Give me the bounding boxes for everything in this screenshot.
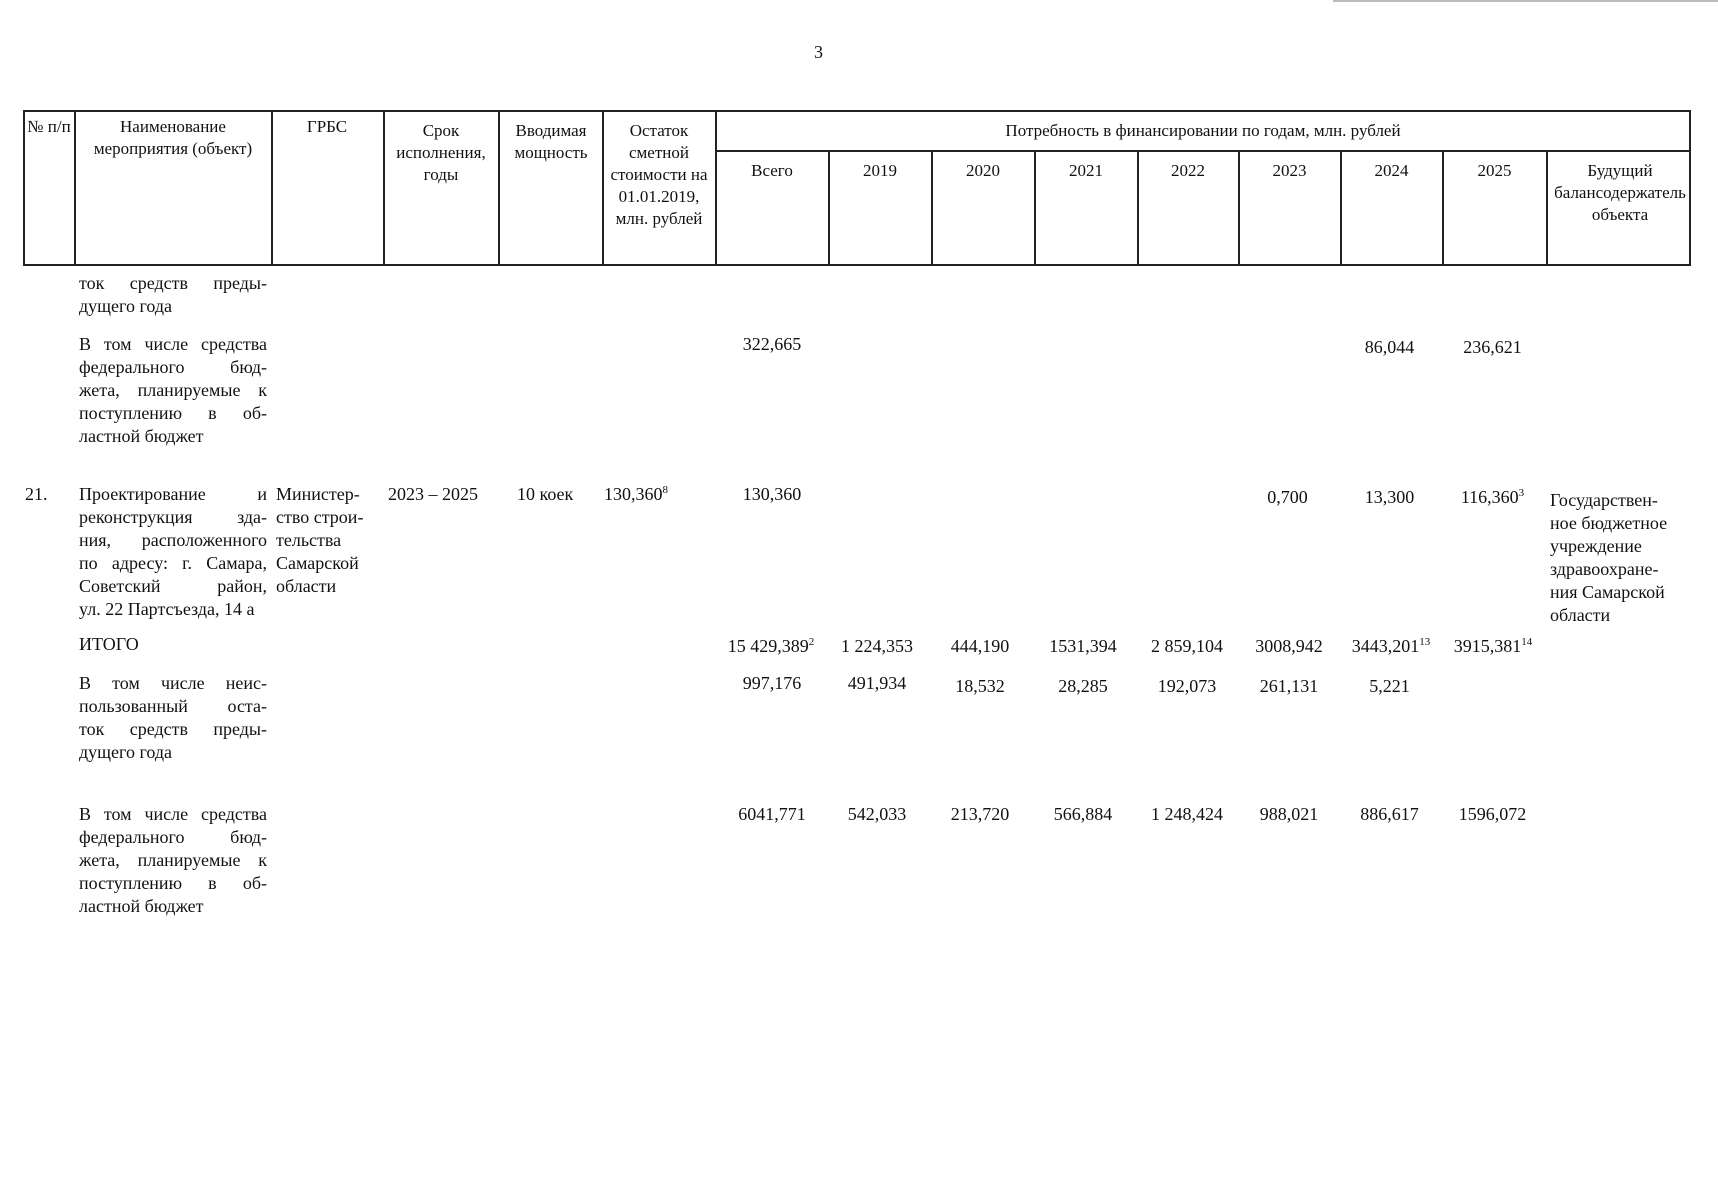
federal-2-2023: 988,021 (1259, 804, 1319, 824)
row-21-term: 2023 – 2025 (388, 484, 478, 504)
itogo-2021: 1531,394 (1049, 636, 1117, 656)
federal-1-2025: 236,621 (1463, 337, 1522, 357)
unused-2020: 18,532 (955, 676, 1005, 696)
unused-total: 997,176 (742, 673, 802, 693)
federal-budget-label-2: В том числе средства федерального бюд- жета, планируемые к поступлению в об- ластной бюджет (79, 804, 267, 916)
table-header (23, 110, 1691, 266)
unused-2019: 491,934 (847, 673, 907, 693)
header-year-2019: 2019 (863, 161, 897, 180)
header-capacity: Вводимая мощность (514, 121, 588, 162)
row-21-name: Проектирование и реконструкция зда- ния, расположенного по адресу: г. Самара, Советский район, ул. 22 Партсъезда, 14 а (79, 484, 267, 619)
itogo-label: ИТОГО (79, 634, 139, 654)
itogo-2019: 1 224,353 (841, 636, 913, 656)
header-num: № п/п (27, 117, 71, 136)
header-year-2020: 2020 (966, 161, 1000, 180)
unused-remainder-label: В том числе неис- пользованный оста- ток средств преды- дущего года (79, 673, 267, 762)
unused-2021: 28,285 (1058, 676, 1108, 696)
continued-text: ток средств преды- дущего года (79, 273, 267, 316)
header-financing: Потребность в финансировании по годам, млн. рублей (1005, 121, 1401, 140)
top-edge-rule (1333, 0, 1718, 2)
row-21-2024: 13,300 (1364, 487, 1415, 507)
header-year-2023: 2023 (1272, 161, 1307, 180)
unused-2024: 5,221 (1369, 676, 1410, 696)
federal-2-2019: 542,033 (847, 804, 907, 824)
page-number: 3 (814, 42, 823, 62)
itogo-2023: 3008,942 (1255, 636, 1323, 656)
itogo-2020: 444,190 (950, 636, 1010, 656)
header-year-2025: 2025 (1477, 161, 1512, 180)
federal-2-2022: 1 248,424 (1151, 804, 1223, 824)
header-year-2021: 2021 (1069, 161, 1103, 180)
header-name: Наименование мероприятия (объект) (93, 117, 253, 158)
federal-2-2024: 886,617 (1360, 804, 1419, 824)
itogo-2024: 3443,201$^{13}$ (1351, 636, 1431, 656)
itogo-2025: 3915,381$^{14}$ (1453, 636, 1533, 656)
federal-2-total: 6041,771 (738, 804, 806, 824)
itogo-total: 15 429,389$^2$ (727, 636, 815, 656)
header-year-2024: 2024 (1374, 161, 1409, 180)
row-21-holder: Государствен- ное бюджетное учреждение здравоохране- ния Самарской области (1550, 490, 1668, 625)
row-21-total: 130,360 (742, 484, 802, 504)
row-21-remainder: 130,360$^8$ (604, 484, 668, 504)
header-total: Всего (751, 161, 793, 180)
federal-2-2020: 213,720 (950, 804, 1010, 824)
header-year-2022: 2022 (1171, 161, 1205, 180)
row-21-grbs: Министер- ство строи- тельства Самарской области (276, 484, 364, 596)
header-term: Срок исполнения, годы (396, 121, 486, 184)
row-21-number: 21. (25, 484, 48, 504)
itogo-2022: 2 859,104 (1151, 636, 1223, 656)
federal-1-2024: 86,044 (1364, 337, 1415, 357)
federal-2-2021: 566,884 (1053, 804, 1113, 824)
federal-1-total: 322,665 (742, 334, 802, 354)
federal-budget-label-1: В том числе средства федерального бюд- жета, планируемые к поступлению в об- ластной бюджет (79, 334, 267, 446)
row-21-2023: 0,700 (1267, 487, 1308, 507)
federal-2-2025: 1596,072 (1458, 804, 1527, 824)
unused-2023: 261,131 (1259, 676, 1319, 696)
header-holder: Будущий балансодержатель объекта (1554, 161, 1686, 224)
row-21-capacity: 10 коек (517, 484, 574, 504)
row-21-2025: 116,360$^3$ (1460, 487, 1525, 507)
header-grbs: ГРБС (306, 117, 348, 136)
unused-2022: 192,073 (1157, 676, 1217, 696)
header-remainder: Остаток сметной стоимости на 01.01.2019, млн. рублей (610, 121, 708, 228)
